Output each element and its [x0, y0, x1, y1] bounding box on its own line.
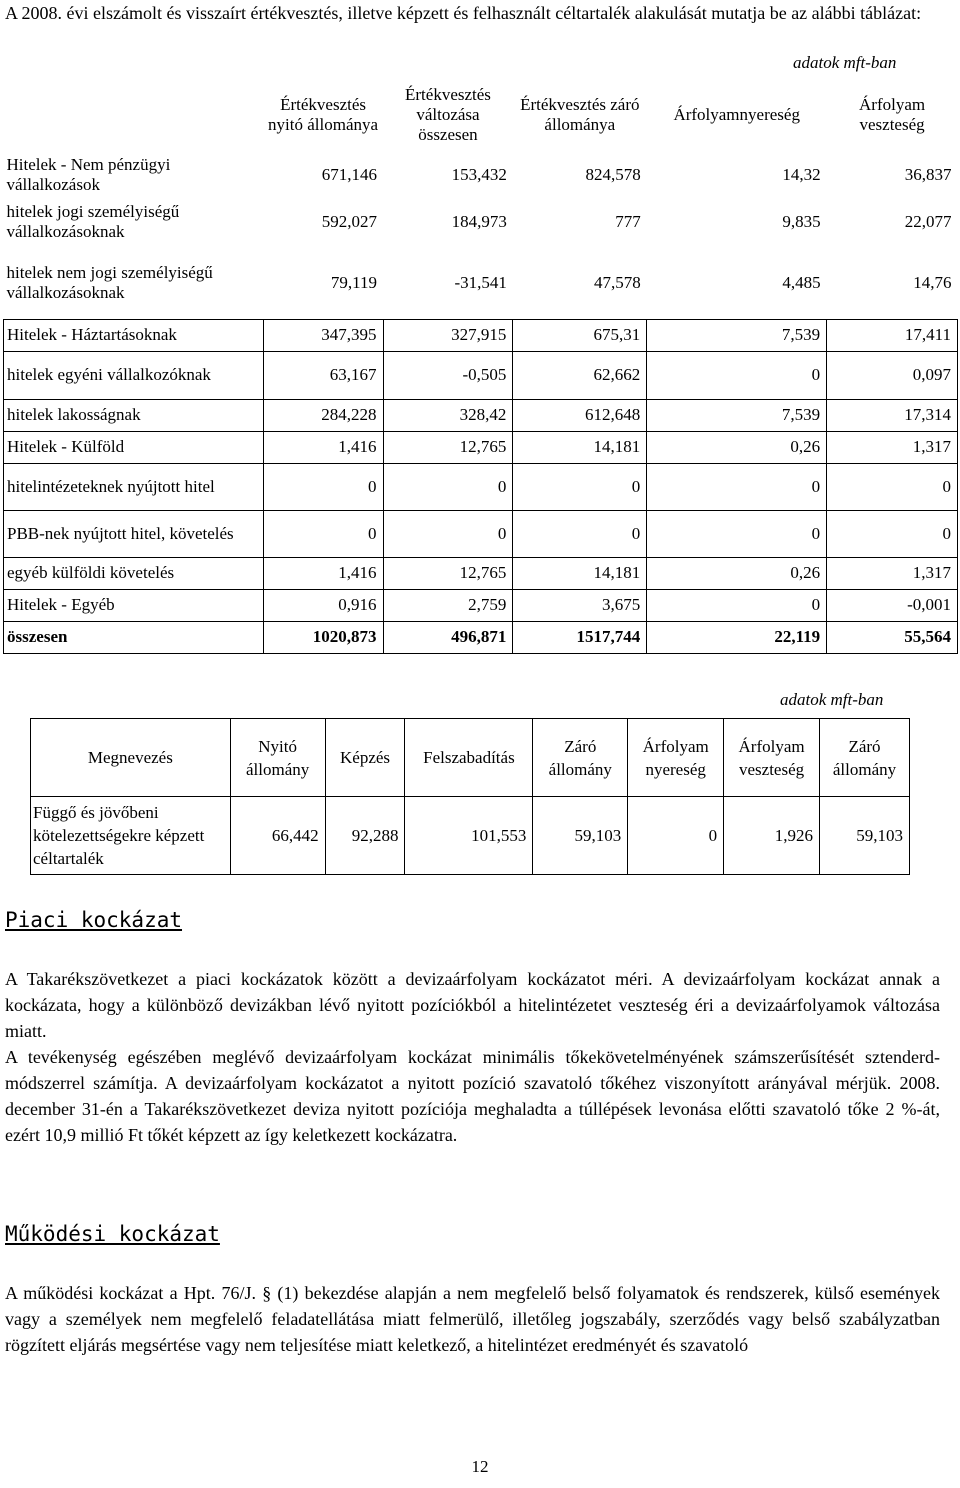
- header-cell: Záró állomány: [820, 719, 910, 797]
- cell: 824,578: [585, 164, 641, 184]
- row-label: hitelek egyéni vállalkozóknak: [4, 351, 264, 399]
- cell: 79,119: [330, 272, 378, 292]
- cell: 184,973: [451, 212, 507, 231]
- header-cell: Árfolyam nyereség: [628, 719, 724, 797]
- cell: 101,553: [405, 797, 533, 875]
- cell: 0: [628, 797, 724, 875]
- header-cell: [4, 77, 264, 152]
- cell: 0: [263, 510, 383, 557]
- cell: 671,146: [321, 164, 378, 184]
- table-row: [4, 431, 958, 463]
- header-cell: Árfolyamnyereség: [673, 104, 800, 124]
- table-row: [4, 319, 958, 351]
- table-total-row: [4, 621, 958, 653]
- cell: 66,442: [230, 797, 325, 875]
- cell: 612,648: [513, 399, 647, 431]
- row-label: PBB-nek nyújtott hitel, követelés: [4, 510, 264, 557]
- cell: 36,837: [904, 164, 952, 184]
- cell: 14,32: [782, 164, 821, 184]
- cell: 4,485: [782, 272, 821, 292]
- row-label: Hitelek - Nem pénzügyi vállalkozások: [6, 154, 171, 194]
- cell: 22,077: [904, 212, 952, 231]
- row-label: összesen: [4, 621, 264, 653]
- operational-risk-text: [5, 1280, 940, 1358]
- header-cell: Árfolyam veszteség: [724, 719, 820, 797]
- unit-label-2: adatok mft-ban: [780, 690, 884, 709]
- cell: 0: [513, 463, 647, 510]
- cell: 0: [383, 463, 513, 510]
- cell: 0: [647, 351, 827, 399]
- cell: 284,228: [263, 399, 383, 431]
- cell: 675,31: [513, 319, 647, 351]
- cell: 9,835: [782, 212, 821, 231]
- header-cell: Megnevezés: [31, 719, 231, 797]
- cell: -0,505: [383, 351, 513, 399]
- cell: 1517,744: [513, 621, 647, 653]
- cell: 14,181: [513, 431, 647, 463]
- page-number: 12: [471, 1457, 489, 1476]
- cell: 12,765: [383, 431, 513, 463]
- cell: 2,759: [383, 589, 513, 621]
- cell: 0: [647, 510, 827, 557]
- cell: 0: [647, 589, 827, 621]
- cell: 0: [383, 510, 513, 557]
- impairment-table: [3, 77, 958, 654]
- section-heading-operational-risk: Működési kockázat: [5, 1222, 220, 1246]
- cell: -31,541: [454, 272, 507, 292]
- cell: 22,119: [647, 621, 827, 653]
- cell: 59,103: [533, 797, 628, 875]
- row-label: hitelintézeteknek nyújtott hitel: [4, 463, 264, 510]
- row-label: Hitelek - Egyéb: [4, 589, 264, 621]
- cell: 592,027: [321, 212, 378, 231]
- cell: 1,317: [827, 431, 958, 463]
- cell: 3,675: [513, 589, 647, 621]
- header-cell: Felszabadítás: [405, 719, 533, 797]
- cell: 63,167: [263, 351, 383, 399]
- row-label: Függő és jövőbeni kötelezettségekre képzett céltartalék: [31, 797, 231, 875]
- paragraph: A tevékenység egészében meglévő devizaárfolyam kockázat minimális tőkekövetelményének számszerűsítését sztenderd-módszerrel számítja. A devizaárfolyam kockázatot a nyitott pozíció szavatoló tőkéhez viszonyított arányával mérjük. 2008. december 31-én a Takarékszövetkezet deviza nyitott pozíciója meghaladta a túllépések levonása előtti szavatoló tőke 2 %-át, ezért 10,9 millió Ft tőkét képzett az így keletkezett kockázatra.: [5, 1047, 940, 1145]
- header-cell: Értékvesztés változása összesen: [405, 84, 491, 144]
- table-header-row: [4, 77, 958, 152]
- header-cell: Értékvesztés nyitó állománya: [268, 94, 379, 134]
- header-cell: Értékvesztés záró állománya: [520, 94, 640, 134]
- paragraph: A Takarékszövetkezet a piaci kockázatok között a devizaárfolyam kockázatot méri. A devizaárfolyam kockázat annak a kockázata, hogy a különböző devizákban lévő nyitott pozíciókból a hitelintézetet veszteség éri a devizaárfolyamok változása miatt.: [5, 969, 940, 1041]
- row-label: Hitelek - Külföld: [4, 431, 264, 463]
- paragraph: A működési kockázat a Hpt. 76/J. § (1) bekezdése alapján a nem megfelelő belső folyamatok és rendszerek, külső események vagy a személyek nem megfelelő feladatellátása miatt felmerülő, illetőleg jogszabály, szerződés vagy belső szabályzatban rögzített eljárás megsértése vagy nem teljesítése miatt keletkező, a hitelintézet eredményét és szavatoló: [5, 1283, 940, 1355]
- cell: 7,539: [647, 399, 827, 431]
- cell: 0,916: [263, 589, 383, 621]
- cell: 55,564: [827, 621, 958, 653]
- cell: -0,001: [827, 589, 958, 621]
- cell: 0,26: [647, 557, 827, 589]
- cell: 1,926: [724, 797, 820, 875]
- header-cell: Árfolyam veszteség: [859, 94, 926, 134]
- table-row: [4, 152, 958, 197]
- table-header-row: [31, 719, 910, 797]
- cell: 14,181: [513, 557, 647, 589]
- cell: 496,871: [383, 621, 513, 653]
- intro-text: A 2008. évi elszámolt és visszaírt értékvesztés, illetve képzett és felhasznált céltartalék alakulását mutatja be az alábbi táblázat:: [5, 3, 922, 23]
- header-cell: Képzés: [325, 719, 405, 797]
- cell: 327,915: [383, 319, 513, 351]
- cell: 12,765: [383, 557, 513, 589]
- cell: 0,26: [647, 431, 827, 463]
- cell: 1,416: [263, 431, 383, 463]
- table-row: [4, 197, 958, 247]
- cell: 47,578: [594, 272, 641, 292]
- table-row: [4, 351, 958, 399]
- cell: 0: [827, 510, 958, 557]
- provisions-table: [30, 718, 910, 875]
- section-heading-market-risk: Piaci kockázat: [5, 908, 183, 932]
- cell: 59,103: [820, 797, 910, 875]
- cell: 0: [647, 463, 827, 510]
- cell: 14,76: [913, 272, 952, 292]
- table-row: [31, 797, 910, 875]
- cell: 777: [615, 212, 641, 231]
- cell: 328,42: [383, 399, 513, 431]
- row-label: egyéb külföldi követelés: [4, 557, 264, 589]
- cell: 17,314: [827, 399, 958, 431]
- cell: 7,539: [647, 319, 827, 351]
- table-row: [4, 510, 958, 557]
- cell: 0: [513, 510, 647, 557]
- cell: 0: [827, 463, 958, 510]
- row-label: Hitelek - Háztartásoknak: [4, 319, 264, 351]
- row-label: hitelek lakosságnak: [4, 399, 264, 431]
- cell: 0: [263, 463, 383, 510]
- cell: 1,416: [263, 557, 383, 589]
- cell: 153,432: [451, 164, 507, 184]
- market-risk-text: [5, 966, 940, 1148]
- header-cell: Nyitó állomány: [230, 719, 325, 797]
- cell: 1,317: [827, 557, 958, 589]
- cell: 17,411: [827, 319, 958, 351]
- header-cell: Záró állomány: [533, 719, 628, 797]
- row-label: hitelek nem jogi személyiségű vállalkozásoknak: [6, 262, 213, 302]
- table-row: [4, 247, 958, 319]
- table-row: [4, 399, 958, 431]
- unit-label: adatok mft-ban: [793, 53, 897, 72]
- row-label: hitelek jogi személyiségű vállalkozásoknak: [6, 202, 180, 241]
- table-row: [4, 463, 958, 510]
- cell: 0,097: [827, 351, 958, 399]
- table-row: [4, 557, 958, 589]
- cell: 92,288: [325, 797, 405, 875]
- table-row: [4, 589, 958, 621]
- cell: 62,662: [513, 351, 647, 399]
- cell: 347,395: [263, 319, 383, 351]
- cell: 1020,873: [263, 621, 383, 653]
